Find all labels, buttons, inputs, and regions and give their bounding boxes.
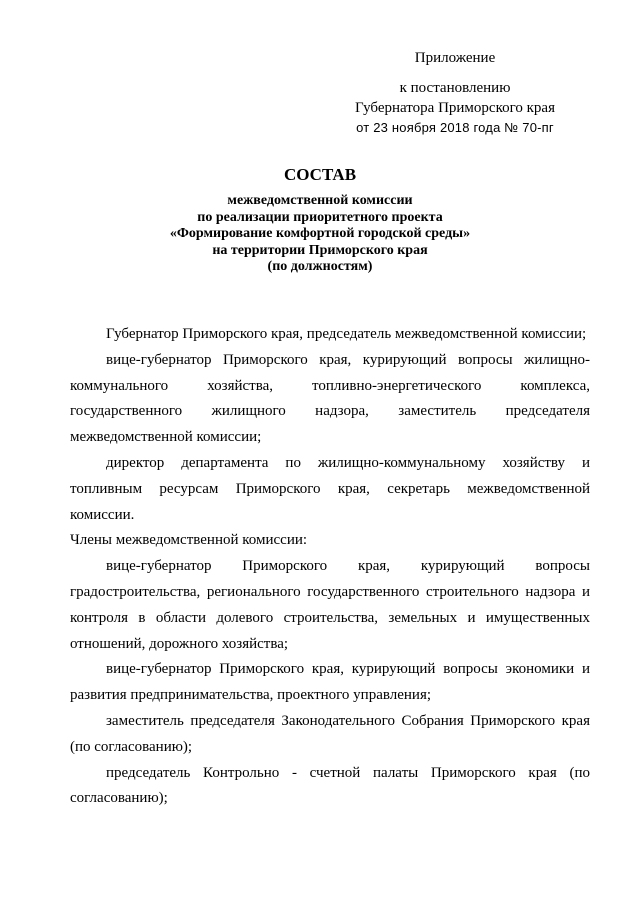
appendix-date-line: от 23 ноября 2018 года № 70-пг [356,120,554,135]
subtitle-line: (по должностям) [267,259,373,274]
body-paragraph: вице-губернатор Приморского края, курирующий вопросы экономики и развития предпринимательства, проектного управления; [70,661,590,704]
document-title: СОСТАВ [283,165,357,184]
appendix-title: Приложение [414,50,496,66]
subtitle-line: межведомственной комиссии [227,193,413,208]
body-paragraph: вице-губернатор Приморского края, курирующий вопросы жилищно-коммунального хозяйства, топливно-энергетического комплекса, государственного жилищного надзора, заместитель председателя межведомственной комиссии; [70,351,590,446]
document-subtitle [0,193,640,276]
appendix-block [340,48,570,138]
appendix-line-2: Губернатора Приморского края [355,100,555,116]
appendix-line-1: к постановлению [399,80,511,96]
subtitle-line: на территории Приморского края [212,242,428,258]
body-paragraph: заместитель председателя Законодательного Собрания Приморского края (по согласованию); [70,712,590,755]
body-paragraph: вице-губернатор Приморского края, курирующий вопросы градостроительства, регионального государственного строительного надзора и контроля в области долевого строительства, земельных и имущественных отношений, дорожного хозяйства; [70,558,590,652]
members-heading: Члены межведомственной комиссии: [70,532,308,549]
document-body [70,322,590,812]
subtitle-line: по реализации приоритетного проекта [197,209,443,225]
body-paragraph: Губернатор Приморского края, председатель межведомственной комиссии; [106,326,587,342]
body-paragraph: директор департамента по жилищно-коммунальному хозяйству и топливным ресурсам Приморского края, секретарь межведомственной комиссии. [70,454,590,523]
subtitle-line: «Формирование комфортной городской среды» [169,226,471,241]
body-paragraph: председатель Контрольно - счетной палаты Приморского края (по согласованию); [70,764,590,807]
